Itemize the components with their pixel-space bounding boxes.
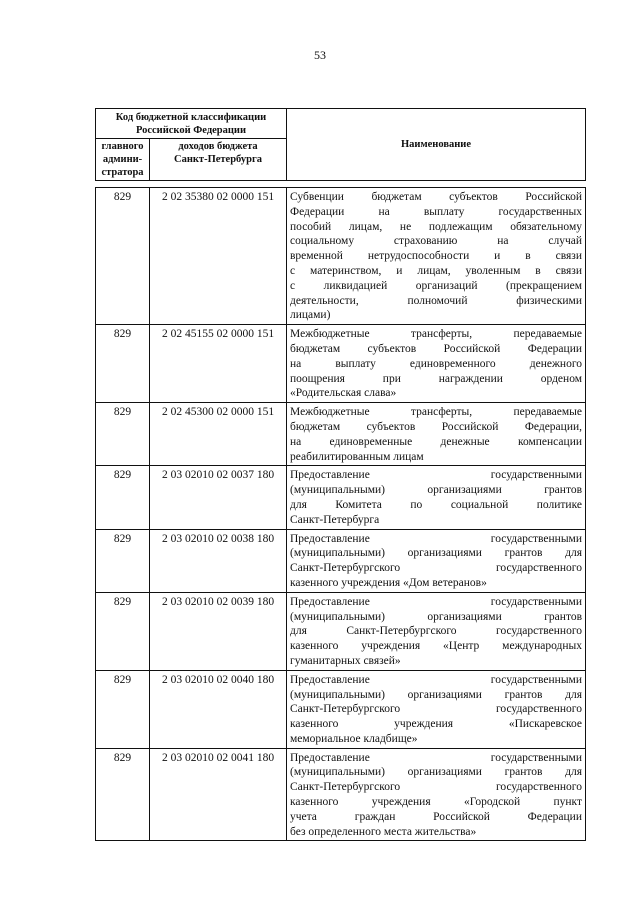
name-line: временной нетрудоспособности и в связи: [290, 250, 582, 263]
admin-code-cell: 829: [96, 748, 150, 841]
header-admin-column: [96, 139, 150, 181]
page-number: 53: [314, 48, 326, 62]
name-line: Предоставление государственными: [290, 751, 582, 764]
name-line: пособий лицам, не подлежащим обязательному: [290, 220, 582, 233]
name-line: Санкт-Петербурга: [290, 513, 380, 526]
name-line: на единовременные денежные компенсации: [290, 435, 582, 448]
name-cell: [287, 592, 586, 670]
name-line: казенного учреждения «Пискаревское: [290, 718, 582, 731]
name-line: без определенного места жительства»: [290, 825, 477, 838]
name-line: казенного учреждения «Дом ветеранов»: [290, 576, 487, 589]
table-row: [96, 466, 586, 529]
name-line: поощрения при награждении орденом: [290, 372, 582, 385]
table-row: [96, 592, 586, 670]
table-row: [96, 325, 586, 403]
name-line: (муниципальными) организациями грантов для: [290, 547, 582, 560]
name-line: Субвенции бюджетам субъектов Российской: [290, 191, 582, 203]
budget-code-cell: 2 02 45155 02 0000 151: [150, 325, 287, 403]
name-line: социальному страхованию на случай: [290, 235, 582, 248]
table-row: [96, 748, 586, 841]
name-line: Санкт-Петербургского государственного: [290, 562, 582, 575]
budget-code-cell: 2 03 02010 02 0037 180: [150, 466, 287, 529]
name-line: «Родительская слава»: [290, 387, 397, 400]
name-line: (муниципальными) организациями грантов для: [290, 688, 582, 701]
header-admin-line: админи-: [102, 154, 143, 165]
classification-table: [95, 187, 586, 841]
name-line: лицами): [290, 309, 331, 322]
name-line: реабилитированным лицам: [290, 450, 424, 463]
name-line: Предоставление государственными: [290, 469, 582, 482]
name-cell: [287, 670, 586, 748]
budget-code-cell: 2 03 02010 02 0039 180: [150, 592, 287, 670]
name-line: деятельности, полномочий физическими: [290, 294, 582, 307]
budget-code-cell: 2 02 45300 02 0000 151: [150, 403, 287, 466]
name-line: Предоставление государственными: [290, 532, 582, 545]
name-line: Межбюджетные трансферты, передаваемые: [290, 328, 582, 341]
admin-code-cell: 829: [96, 670, 150, 748]
admin-code-cell: 829: [96, 529, 150, 592]
budget-code-cell: 2 03 02010 02 0041 180: [150, 748, 287, 841]
name-line: Санкт-Петербургского государственного: [290, 781, 582, 794]
table-row: [96, 529, 586, 592]
name-line: казенного учреждения «Центр международных: [290, 640, 582, 653]
name-line: казенного учреждения «Городской пункт: [290, 796, 582, 809]
name-line: бюджетам субъектов Российской Федерации,: [290, 420, 582, 433]
admin-code-cell: 829: [96, 592, 150, 670]
header-revenue-column: [150, 139, 287, 181]
budget-code-cell: 2 03 02010 02 0038 180: [150, 529, 287, 592]
name-cell: [287, 403, 586, 466]
table-row: [96, 670, 586, 748]
header-revenue-line: Санкт-Петербурга: [173, 154, 263, 165]
name-line: Межбюджетные трансферты, передаваемые: [290, 406, 582, 419]
header-name-label: Наименование: [401, 139, 471, 150]
header-admin-line: главного: [101, 141, 144, 152]
name-cell: [287, 188, 586, 325]
table-row: [96, 188, 586, 325]
header-group-line: Российской Федерации: [135, 124, 247, 136]
admin-code-cell: 829: [96, 466, 150, 529]
table-body: [96, 188, 586, 841]
name-line: (муниципальными) организациями грантов: [290, 484, 582, 497]
budget-code-cell: 2 02 35380 02 0000 151: [150, 188, 287, 325]
name-line: с материнством, и лицам, уволенным в связи: [290, 264, 582, 277]
name-line: учета граждан Российской Федерации: [290, 810, 582, 823]
header-classification-group: [96, 109, 287, 139]
name-cell: [287, 529, 586, 592]
name-line: бюджетам субъектов Российской Федерации: [290, 342, 582, 355]
name-line: мемориальное кладбище»: [290, 732, 418, 745]
name-line: для Комитета по социальной политике: [290, 498, 582, 511]
header-name-column: [287, 109, 586, 181]
name-line: на выплату единовременного денежного: [290, 357, 582, 370]
name-line: с ликвидацией организаций (прекращением: [290, 279, 582, 292]
name-line: (муниципальными) организациями грантов для: [290, 766, 582, 779]
name-line: Предоставление государственными: [290, 673, 582, 686]
header-revenue-line: доходов бюджета: [178, 141, 258, 152]
admin-code-cell: 829: [96, 403, 150, 466]
budget-code-cell: 2 03 02010 02 0040 180: [150, 670, 287, 748]
name-line: Федерации на выплату государственных: [290, 205, 582, 218]
name-line: гуманитарных связей»: [290, 654, 401, 667]
header-group-line: Код бюджетной классификации: [115, 111, 267, 123]
name-line: Санкт-Петербургского государственного: [290, 703, 582, 716]
name-cell: [287, 466, 586, 529]
admin-code-cell: 829: [96, 188, 150, 325]
header-admin-line: стратора: [101, 167, 144, 178]
name-cell: [287, 748, 586, 841]
name-line: для Санкт-Петербургского государственного: [290, 625, 582, 638]
admin-code-cell: 829: [96, 325, 150, 403]
name-line: (муниципальными) организациями грантов: [290, 610, 582, 623]
table-row: [96, 403, 586, 466]
table-header: [95, 108, 586, 181]
name-cell: [287, 325, 586, 403]
name-line: Предоставление государственными: [290, 595, 582, 608]
